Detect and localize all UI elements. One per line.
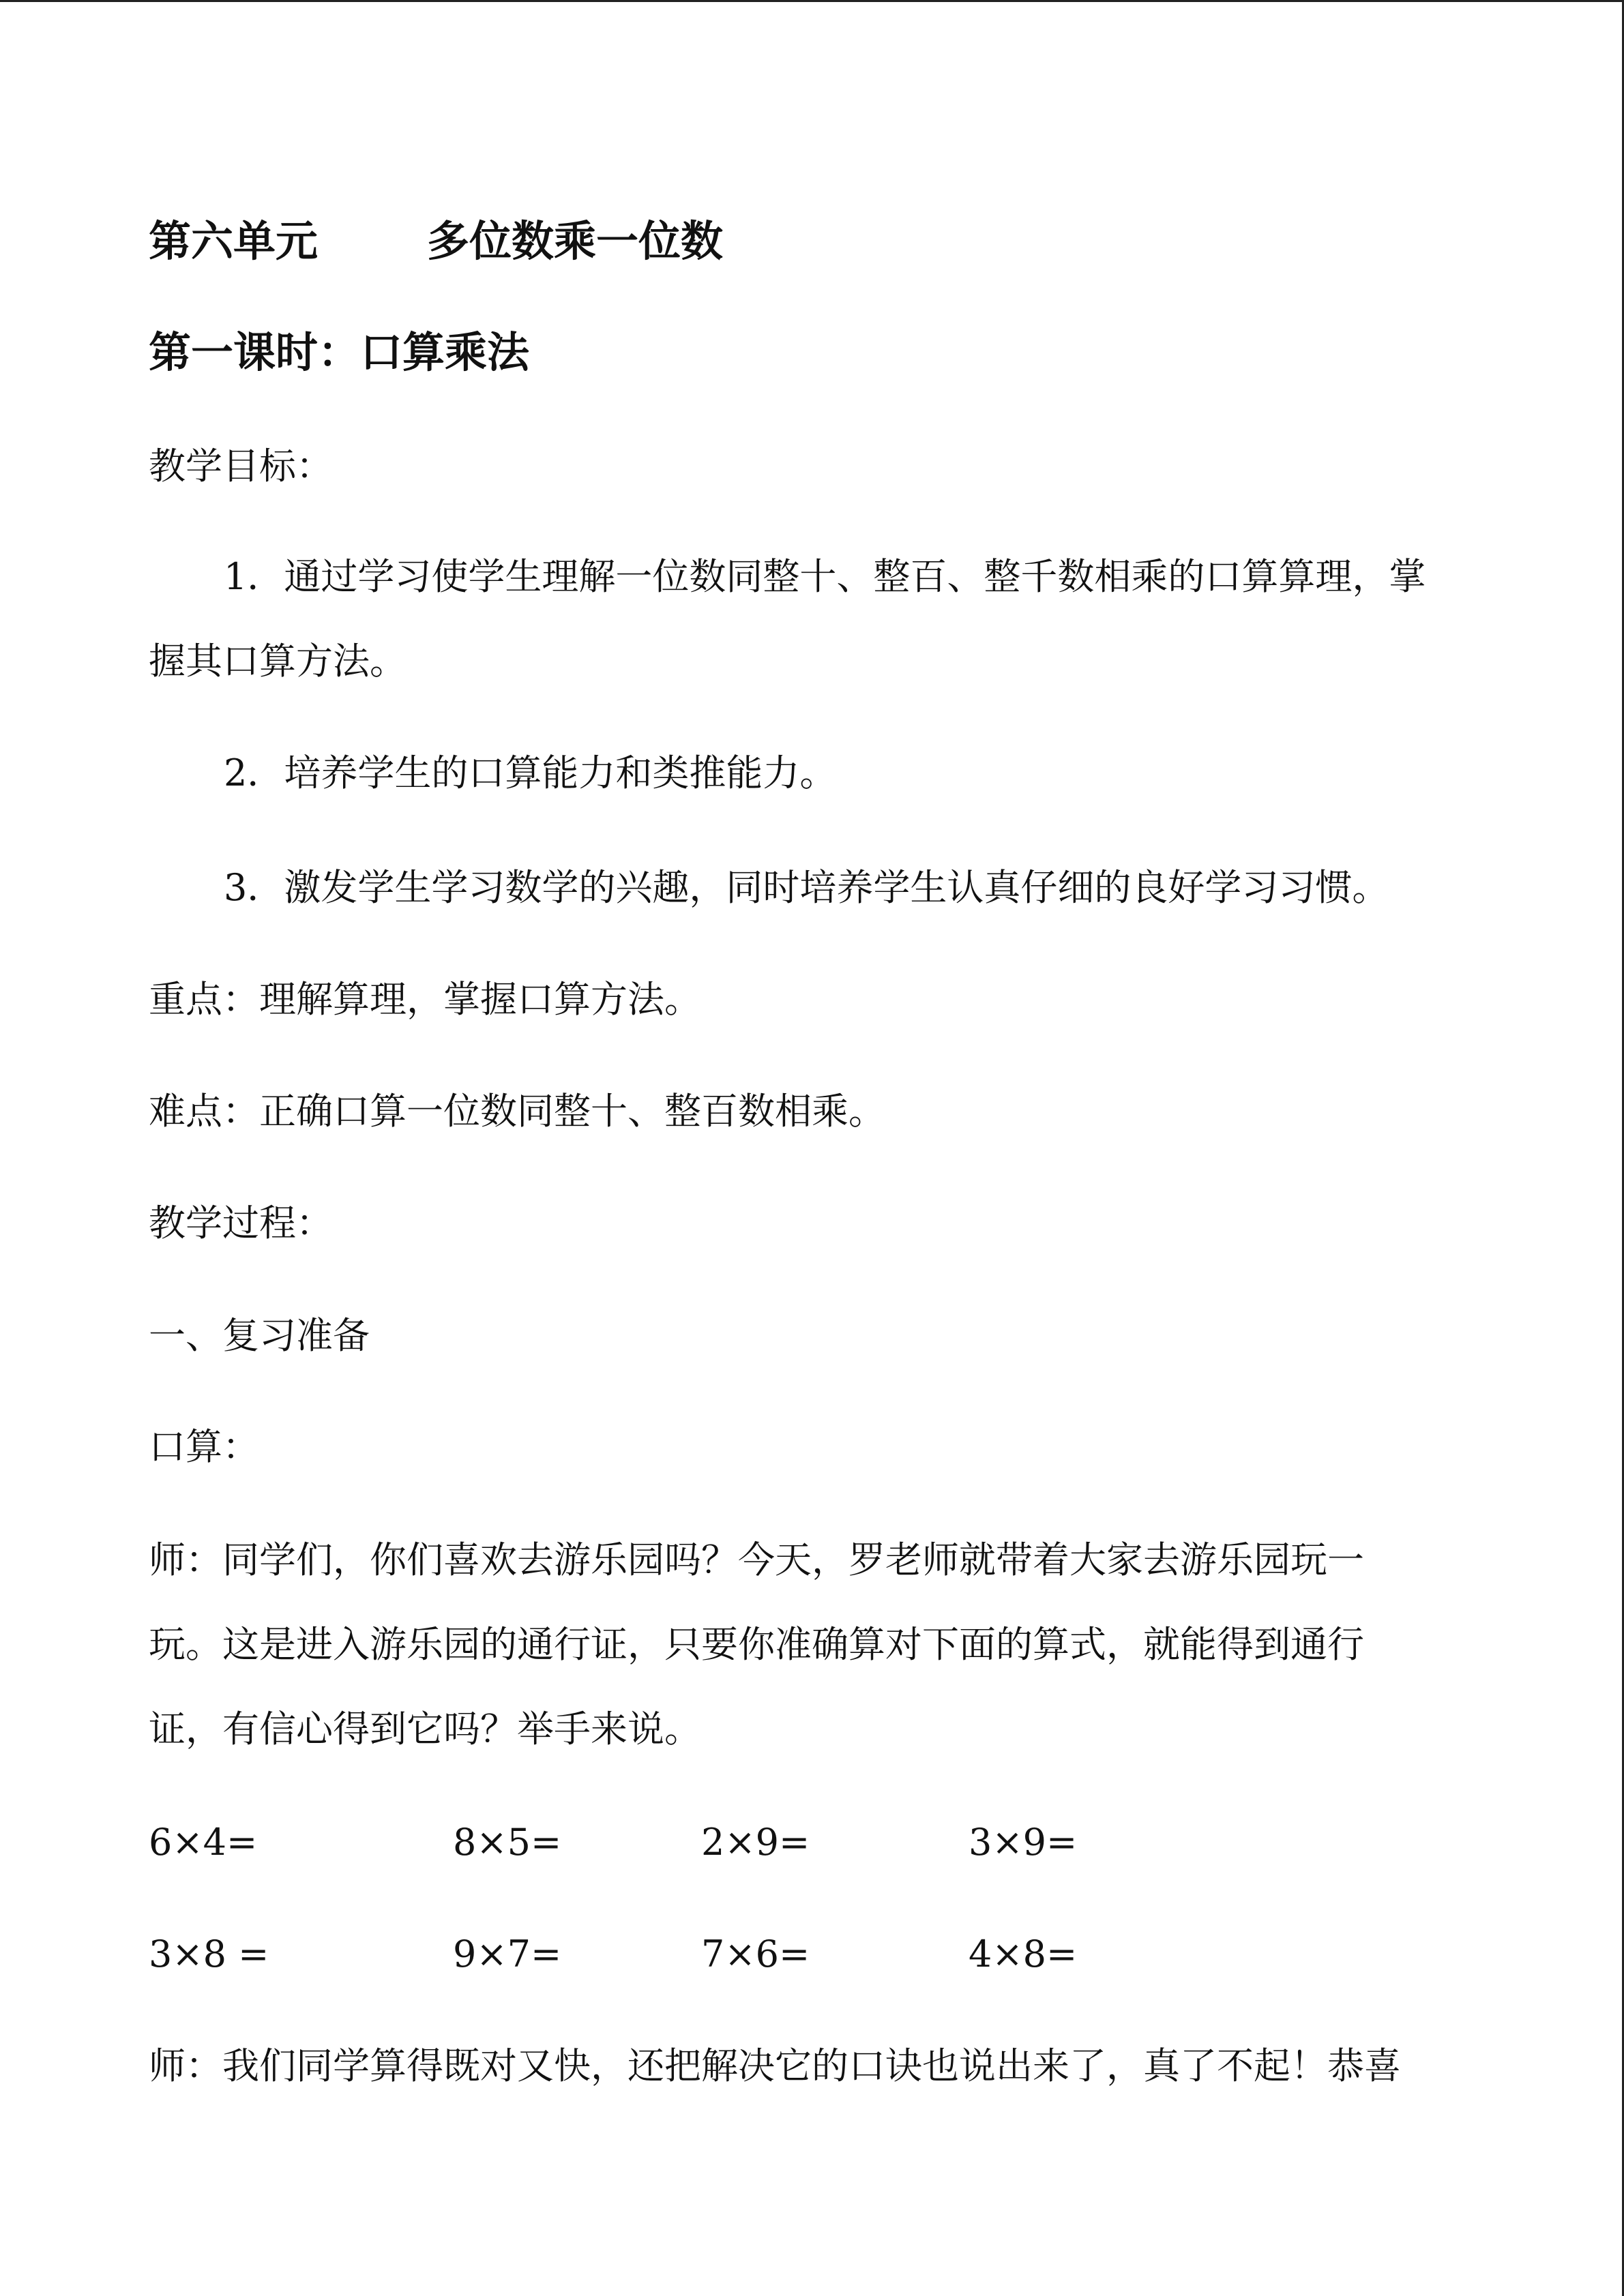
exercise: 3×9= [969, 1821, 1078, 1864]
lesson-title: 第一课时：口算乘法 [149, 327, 530, 377]
teacher-paragraph-1-line-1: 师：同学们，你们喜欢去游乐园吗？今天，罗老师就带着大家去游乐园玩一 [149, 1538, 1364, 1581]
exercise: 9×7= [453, 1933, 562, 1976]
key-point: 重点：理解算理，掌握口算方法。 [149, 978, 701, 1021]
exercise: 6×4= [149, 1821, 258, 1864]
section-one-heading: 一、复习准备 [149, 1314, 370, 1357]
objective-3: 3．激发学生学习数学的兴趣，同时培养学生认真仔细的良好学习习惯。 [224, 866, 1389, 909]
process-label: 教学过程： [149, 1202, 333, 1244]
exercise: 7×6= [701, 1933, 810, 1976]
exercise-row-1 [149, 1818, 1486, 1867]
exercise: 3×8 = [149, 1933, 269, 1976]
mental-arithmetic-label: 口算： [149, 1425, 259, 1468]
teacher-paragraph-1-line-3: 证，有信心得到它吗？举手来说。 [149, 1708, 701, 1750]
exercise: 4×8= [969, 1933, 1078, 1976]
exercise: 2×9= [701, 1821, 810, 1864]
unit-topic: 多位数乘一位数 [427, 216, 724, 266]
objective-1-line-2: 握其口算方法。 [149, 640, 407, 683]
unit-title [149, 217, 723, 266]
exercise-row-2 [149, 1930, 1486, 1979]
teacher-paragraph-2: 师：我们同学算得既对又快，还把解决它的口诀也说出来了，真了不起！恭喜 [149, 2044, 1401, 2087]
unit-number: 第六单元 [149, 216, 319, 266]
teacher-paragraph-1-line-2: 玩。这是进入游乐园的通行证，只要你准确算对下面的算式，就能得到通行 [149, 1623, 1364, 1666]
difficult-point: 难点：正确口算一位数同整十、整百数相乘。 [149, 1090, 885, 1133]
objective-1-line-1: 1．通过学习使学生理解一位数同整十、整百、整千数相乘的口算算理，掌 [224, 555, 1426, 598]
document-page [149, 0, 1486, 2296]
objectives-label: 教学目标： [149, 445, 333, 488]
objective-2: 2．培养学生的口算能力和类推能力。 [224, 751, 837, 794]
exercise: 8×5= [453, 1821, 562, 1864]
